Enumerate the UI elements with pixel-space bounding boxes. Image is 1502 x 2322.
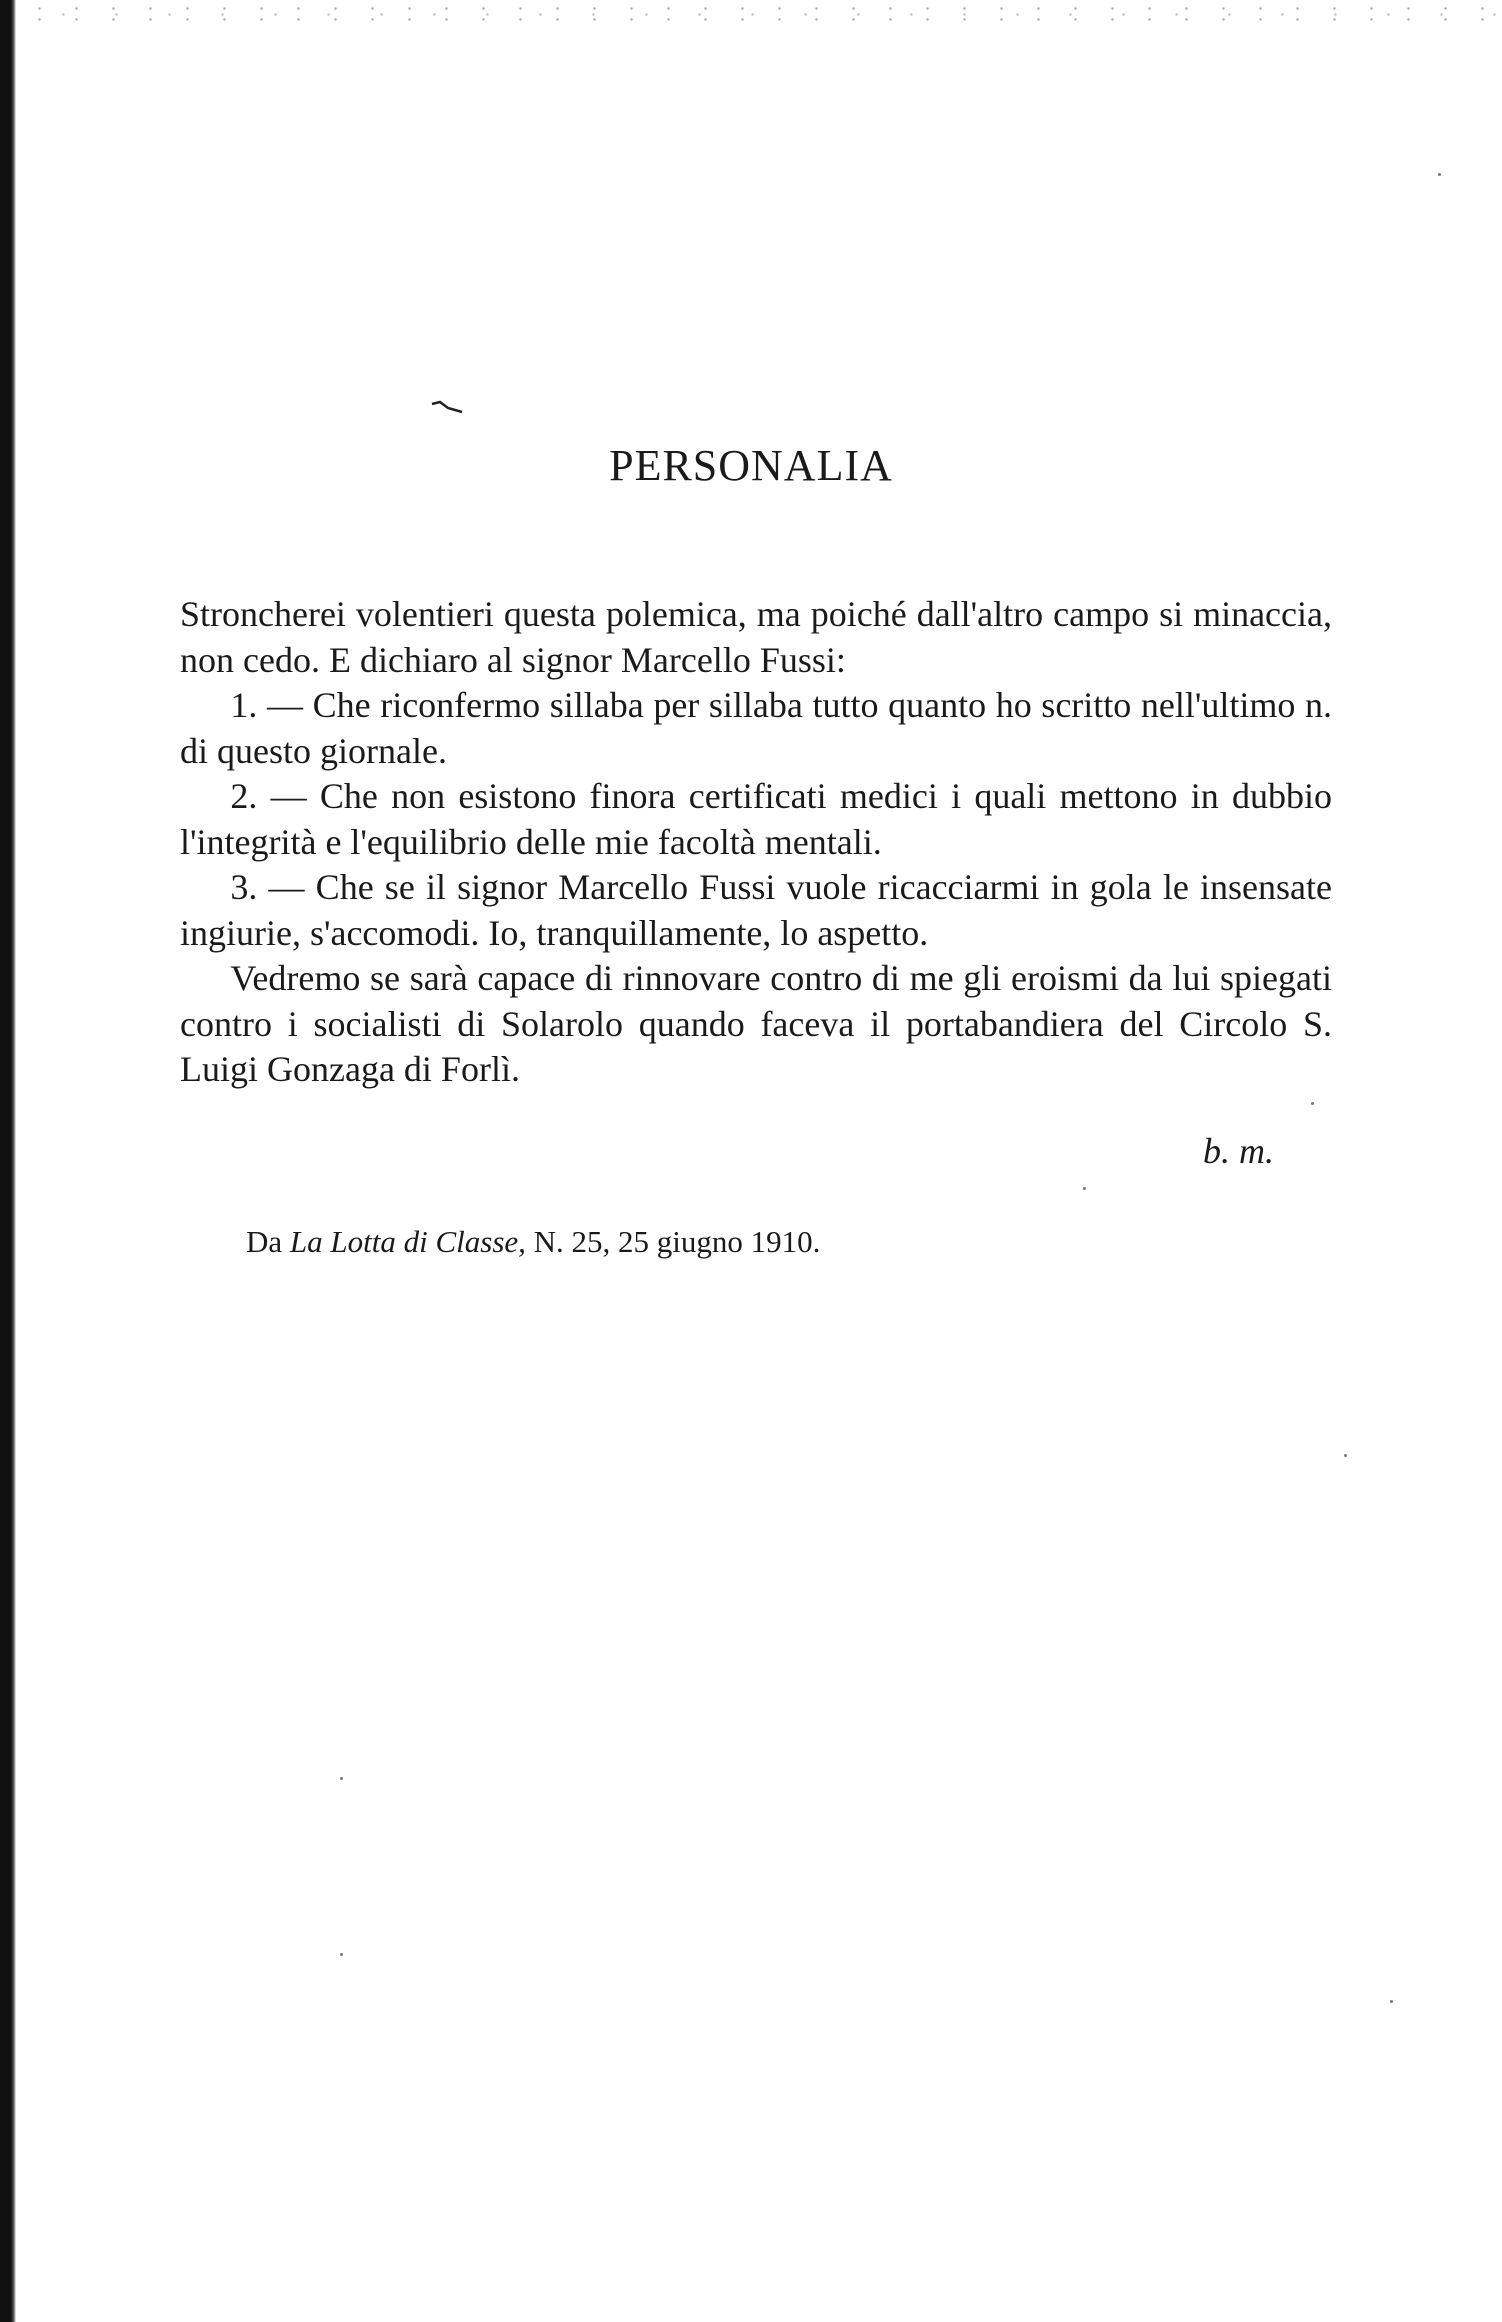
scan-speck <box>1083 1187 1086 1190</box>
scan-speck <box>340 1777 343 1780</box>
paragraph-point-3: 3. — Che se il signor Marcello Fussi vuole ricacciarmi in gola le insensate ingiurie, s'accomodi. Io, tranquillamente, lo aspetto. <box>180 867 1332 953</box>
page-binding-edge <box>0 0 16 2322</box>
author-signature: b. m. <box>1203 1131 1274 1171</box>
article-body <box>180 592 1332 1093</box>
paragraph-point-1: 1. — Che riconfermo sillaba per sillaba tutto quanto ho scritto nell'ultimo n. di questo giornale. <box>180 685 1332 771</box>
source-details: N. 25, 25 giugno 1910. <box>533 1224 821 1259</box>
scan-speck <box>1344 1454 1347 1457</box>
page-title: PERSONALIA <box>609 441 893 490</box>
scan-speck <box>340 1953 343 1956</box>
source-citation <box>246 1224 820 1260</box>
paragraph-intro: Stroncherei volentieri questa polemica, ma poiché dall'altro campo si minaccia, non cedo. E dichiaro al signor Marcello Fussi: <box>180 594 1332 680</box>
paragraph-point-2: 2. — Che non esistono finora certificati medici i quali mettono in dubbio l'integrità e l'equilibrio delle mie facoltà mentali. <box>180 776 1332 862</box>
scan-speck <box>1438 173 1441 176</box>
ink-mark-icon <box>430 400 464 414</box>
source-publication: La Lotta di Classe, <box>289 1224 526 1259</box>
scan-speck <box>1311 1102 1314 1105</box>
scan-noise <box>16 0 1502 22</box>
source-prefix: Da <box>246 1224 283 1259</box>
paragraph-conclusion: Vedremo se sarà capace di rinnovare contro di me gli eroismi da lui spiegati contro i socialisti di Solarolo quando faceva il portabandiera del Circolo S. Luigi Gonzaga di Forlì. <box>180 958 1332 1089</box>
scan-speck <box>1390 2000 1393 2003</box>
